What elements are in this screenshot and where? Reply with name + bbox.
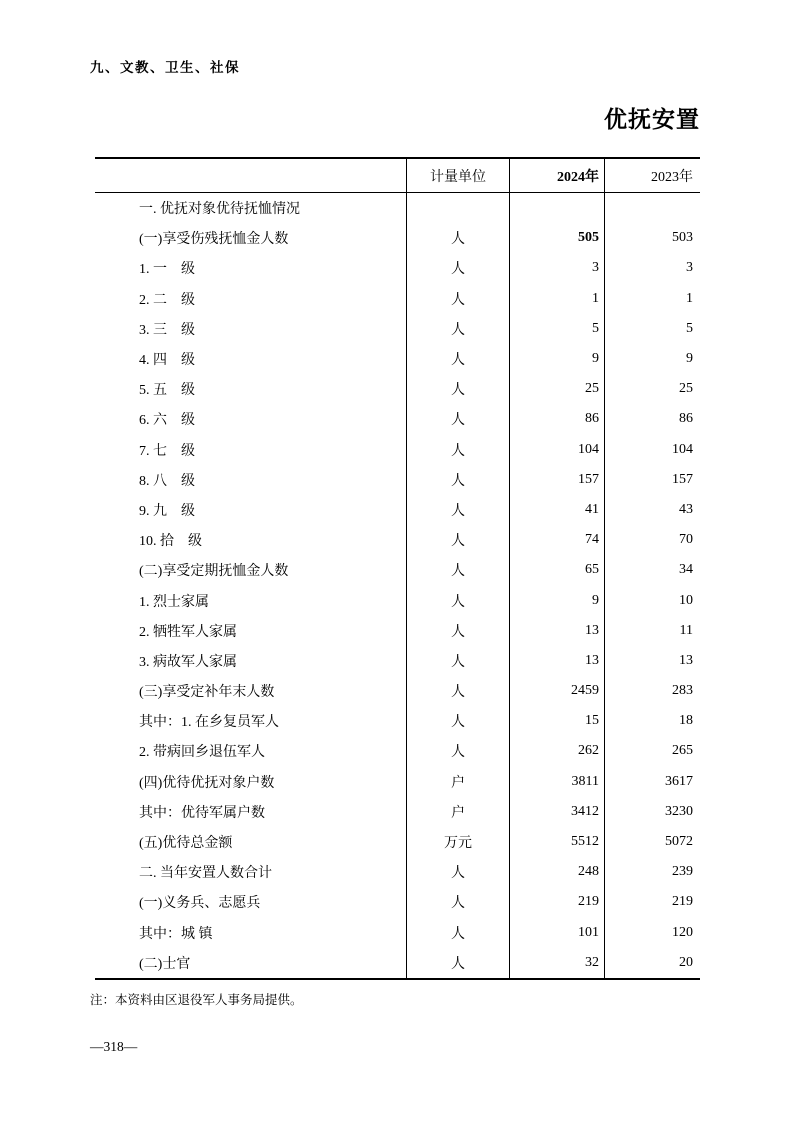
row-unit: 人 [406,284,509,314]
row-value-2024: 15 [509,706,604,736]
row-label: 2. 带病回乡退伍军人 [139,745,265,761]
table-row [95,827,700,857]
row-value-2023: 43 [604,495,700,525]
row-unit: 人 [406,253,509,283]
row-value-2024: 101 [509,918,604,948]
row-label: 二. 当年安置人数合计 [139,866,272,882]
row-value-2024: 9 [509,344,604,374]
row-label: (一)享受伤残抚恤金人数 [139,232,289,248]
row-value-2023: 18 [604,706,700,736]
row-value-2024: 41 [509,495,604,525]
row-label: 4. 四 级 [139,353,195,369]
row-value-2023: 239 [604,857,700,887]
row-value-2023: 34 [604,555,700,585]
footnote: 注：本资料由区退役军人事务局提供。 [90,993,303,1007]
row-value-2024 [509,193,604,223]
row-value-2023: 157 [604,465,700,495]
row-unit: 人 [406,495,509,525]
row-label: 6. 六 级 [139,413,195,429]
table-row [95,918,700,948]
row-label: 其中：1. 在乡复员军人 [139,715,279,731]
row-value-2023: 11 [604,616,700,646]
row-value-2023: 104 [604,435,700,465]
row-label: (三)享受定补年末人数 [139,685,275,701]
section-header: 九、文教、卫生、社保 [90,60,240,75]
statistics-table [95,157,700,980]
row-value-2024: 248 [509,857,604,887]
row-value-2024: 219 [509,887,604,917]
row-label: 10. 拾 级 [139,534,202,550]
row-label: 2. 二 级 [139,292,195,308]
row-value-2023: 3 [604,253,700,283]
row-label: 8. 八 级 [139,473,195,489]
row-value-2024: 157 [509,465,604,495]
row-value-2024: 13 [509,616,604,646]
table-row [95,797,700,827]
table-row [95,525,700,555]
row-unit: 万元 [406,827,509,857]
row-value-2024: 262 [509,736,604,766]
row-value-2023: 1 [604,284,700,314]
row-value-2024: 74 [509,525,604,555]
row-value-2024: 65 [509,555,604,585]
row-label: 一. 优抚对象优待抚恤情况 [139,202,300,218]
row-label: (五)优待总金额 [139,836,233,852]
page-number: —318— [90,1039,138,1054]
row-unit: 人 [406,465,509,495]
row-label: 5. 五 级 [139,383,195,399]
row-value-2024: 9 [509,585,604,615]
row-unit: 人 [406,646,509,676]
row-value-2024: 5 [509,314,604,344]
row-label: 其中：优待军属户数 [139,805,265,821]
row-value-2024: 25 [509,374,604,404]
row-unit: 人 [406,616,509,646]
table-row [95,706,700,736]
column-header-label [95,159,406,192]
row-value-2024: 86 [509,404,604,434]
row-unit: 人 [406,555,509,585]
table-row [95,767,700,797]
table-row [95,555,700,585]
row-value-2023: 283 [604,676,700,706]
row-label: (二)享受定期抚恤金人数 [139,564,289,580]
row-label: (二)士官 [139,956,191,972]
row-value-2023: 3617 [604,767,700,797]
row-label: 2. 牺牲军人家属 [139,624,237,640]
row-value-2024: 2459 [509,676,604,706]
row-unit: 人 [406,525,509,555]
row-value-2024: 104 [509,435,604,465]
row-label: 9. 九 级 [139,503,195,519]
row-unit [406,193,509,223]
table-row [95,374,700,404]
table-row [95,646,700,676]
row-value-2023: 219 [604,887,700,917]
table-row [95,857,700,887]
row-unit: 人 [406,736,509,766]
row-value-2023: 5072 [604,827,700,857]
row-unit: 人 [406,918,509,948]
row-value-2024: 32 [509,948,604,978]
row-label: 7. 七 级 [139,443,195,459]
row-unit: 人 [406,706,509,736]
row-value-2024: 3412 [509,797,604,827]
row-label: 1. 一 级 [139,262,195,278]
column-header-2023: 2023年 [604,159,700,192]
row-unit: 人 [406,857,509,887]
table-row [95,465,700,495]
table-row [95,948,700,978]
row-value-2023: 86 [604,404,700,434]
row-label: 3. 病故军人家属 [139,654,237,670]
row-value-2023: 70 [604,525,700,555]
row-unit: 户 [406,797,509,827]
row-unit: 人 [406,374,509,404]
row-label: (一)义务兵、志愿兵 [139,896,261,912]
row-unit: 户 [406,767,509,797]
row-value-2023: 503 [604,223,700,253]
row-value-2024: 13 [509,646,604,676]
row-value-2024: 1 [509,284,604,314]
row-unit: 人 [406,314,509,344]
row-label: (四)优待优抚对象户数 [139,775,275,791]
table-row [95,193,700,223]
row-unit: 人 [406,404,509,434]
table-row [95,314,700,344]
row-unit: 人 [406,223,509,253]
table-row [95,887,700,917]
table-row [95,676,700,706]
page-title: 优抚安置 [604,107,700,132]
column-header-2024: 2024年 [509,159,604,192]
row-value-2024: 505 [509,223,604,253]
column-header-unit: 计量单位 [406,159,509,192]
row-value-2023: 10 [604,585,700,615]
table-row [95,736,700,766]
row-unit: 人 [406,887,509,917]
row-unit: 人 [406,676,509,706]
row-label: 其中：城 镇 [139,926,213,942]
row-label: 1. 烈士家属 [139,594,209,610]
table-row [95,284,700,314]
table-row [95,344,700,374]
table-row [95,585,700,615]
row-value-2023: 20 [604,948,700,978]
row-value-2023: 265 [604,736,700,766]
row-unit: 人 [406,948,509,978]
row-value-2023: 25 [604,374,700,404]
row-unit: 人 [406,344,509,374]
row-value-2023: 9 [604,344,700,374]
row-unit: 人 [406,585,509,615]
row-value-2023: 5 [604,314,700,344]
row-value-2024: 3 [509,253,604,283]
row-value-2024: 3811 [509,767,604,797]
row-value-2023 [604,193,700,223]
table-header-row [95,159,700,193]
table-row [95,435,700,465]
row-unit: 人 [406,435,509,465]
row-value-2023: 120 [604,918,700,948]
row-value-2024: 5512 [509,827,604,857]
row-value-2023: 13 [604,646,700,676]
table-row [95,253,700,283]
row-label: 3. 三 级 [139,322,195,338]
row-value-2023: 3230 [604,797,700,827]
table-row [95,616,700,646]
table-row [95,223,700,253]
table-body [95,193,700,978]
table-row [95,404,700,434]
table-row [95,495,700,525]
